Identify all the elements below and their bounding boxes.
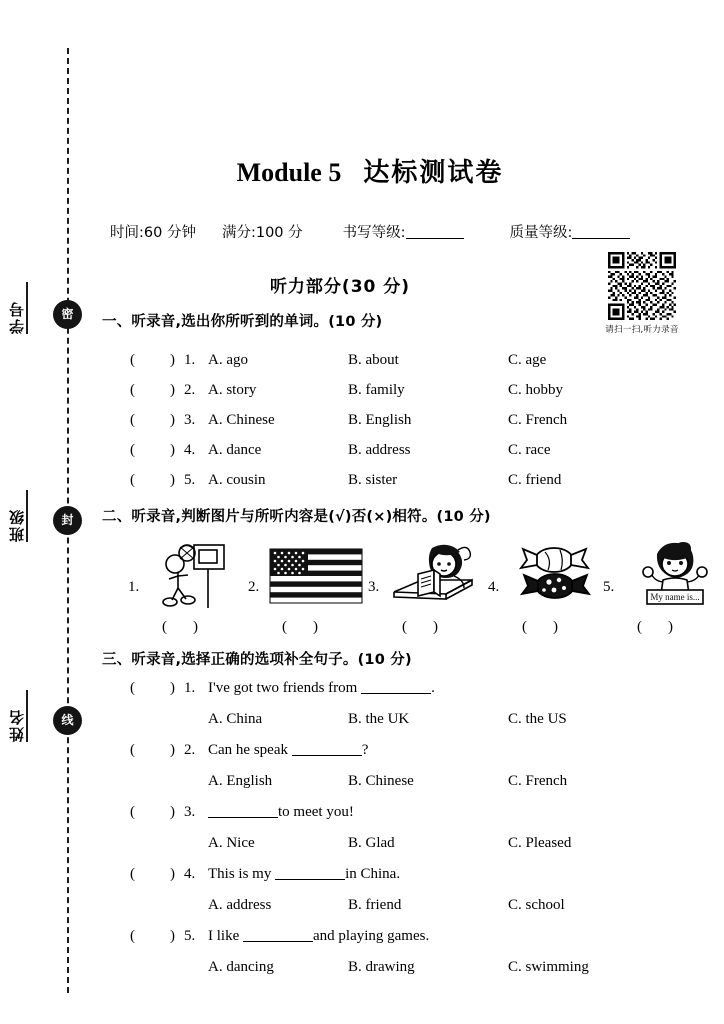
listening-section-banner: 听力部分(30 分) bbox=[269, 277, 411, 297]
option-row[interactable] bbox=[90, 711, 710, 741]
stem-after: to meet you! bbox=[278, 804, 354, 820]
option-c[interactable]: C. French bbox=[508, 773, 568, 789]
option-c[interactable]: C. hobby bbox=[508, 382, 564, 398]
section-3-heading: 三、听录音,选择正确的选项补全句子。(10 分) bbox=[102, 652, 412, 668]
question-number: 2. bbox=[184, 382, 196, 398]
picture-number: 4. bbox=[488, 579, 500, 595]
question-row[interactable]: ( ) 5. A. cousin B. sister C. friend bbox=[130, 472, 562, 488]
question-stem bbox=[208, 680, 435, 697]
page-title bbox=[90, 152, 650, 189]
option-row[interactable] bbox=[90, 959, 710, 989]
question-number: 5. bbox=[184, 928, 196, 944]
stem-before: This is my bbox=[208, 866, 276, 882]
option-a[interactable]: A. dancing bbox=[208, 959, 274, 975]
fill-in-blank[interactable] bbox=[208, 817, 278, 818]
question-stem-row[interactable]: ( ) 3. to meet you! bbox=[130, 804, 354, 820]
question-stem bbox=[208, 742, 368, 759]
option-b[interactable]: B. English bbox=[348, 412, 412, 428]
question-row[interactable]: ( ) 2. A. story B. family C. hobby bbox=[130, 382, 564, 398]
option-a[interactable]: A. Chinese bbox=[208, 412, 275, 428]
option-b[interactable]: B. about bbox=[348, 352, 399, 368]
question-stem-row[interactable]: ( ) 4. This is my in China. bbox=[130, 866, 401, 882]
page-title-module: Module 5 bbox=[236, 158, 342, 187]
seal-badge-mi: 密 bbox=[53, 300, 82, 329]
option-b[interactable]: B. drawing bbox=[348, 959, 415, 975]
option-row[interactable] bbox=[90, 897, 710, 927]
picture-item bbox=[248, 540, 366, 638]
seal-rule-name bbox=[26, 690, 28, 742]
question-stem-row[interactable]: ( ) 5. I like and playing games. bbox=[130, 928, 430, 944]
question-row[interactable]: ( ) 3. A. Chinese B. English C. French bbox=[130, 412, 568, 428]
qr-caption: 请扫一扫,听力录音 bbox=[605, 325, 679, 335]
option-c[interactable]: C. swimming bbox=[508, 959, 589, 975]
option-b[interactable]: B. address bbox=[348, 442, 411, 458]
basketball-player-picture bbox=[148, 540, 244, 612]
option-a[interactable]: A. story bbox=[208, 382, 257, 398]
option-a[interactable]: A. ago bbox=[208, 352, 248, 368]
option-c[interactable]: C. French bbox=[508, 412, 568, 428]
question-stem bbox=[208, 866, 400, 883]
question-number: 1. bbox=[184, 680, 196, 696]
option-a[interactable]: A. address bbox=[208, 897, 272, 913]
picture-item bbox=[128, 540, 246, 638]
question-number: 1. bbox=[184, 352, 196, 368]
answer-bracket[interactable]: () bbox=[637, 619, 699, 635]
stem-after: and playing games. bbox=[313, 928, 430, 944]
seal-rule-student-id bbox=[26, 282, 28, 334]
picture-number: 2. bbox=[248, 579, 260, 595]
fill-in-blank[interactable] bbox=[292, 755, 362, 756]
stem-before: I've got two friends from bbox=[208, 680, 362, 696]
question-number: 3. bbox=[184, 804, 196, 820]
question-stem bbox=[208, 804, 354, 821]
stem-before: Can he speak bbox=[208, 742, 292, 758]
option-a[interactable]: A. English bbox=[208, 773, 273, 789]
option-b[interactable]: B. Glad bbox=[348, 835, 395, 851]
seal-badge-xian: 线 bbox=[53, 706, 82, 735]
question-row[interactable]: ( ) 4. A. dance B. address C. race bbox=[130, 442, 551, 458]
candies-picture bbox=[508, 540, 604, 612]
section-1-heading: 一、听录音,选出你所听到的单词。(10 分) bbox=[102, 314, 383, 330]
option-a[interactable]: A. Nice bbox=[208, 835, 255, 851]
answer-bracket[interactable]: () bbox=[522, 619, 584, 635]
fill-in-blank[interactable] bbox=[361, 693, 431, 694]
picture-item bbox=[368, 540, 486, 638]
picture-number: 3. bbox=[368, 579, 380, 595]
stem-before: I like bbox=[208, 928, 243, 944]
seal-rule-class bbox=[26, 490, 28, 542]
answer-bracket[interactable]: () bbox=[162, 619, 224, 635]
option-a[interactable]: A. dance bbox=[208, 442, 262, 458]
qr-code-icon[interactable] bbox=[608, 252, 676, 320]
question-stem-row[interactable]: ( ) 1. I've got two friends from . bbox=[130, 680, 435, 696]
seal-label-name: 姓名 bbox=[8, 708, 26, 742]
picture-number: 5. bbox=[603, 579, 615, 595]
picture-number: 1. bbox=[128, 579, 140, 595]
writing-grade-label: 书写等级: bbox=[342, 225, 406, 241]
quality-grade-label: 质量等级: bbox=[509, 225, 573, 241]
exam-paper-sheet bbox=[90, 0, 724, 1024]
seal-label-student-id: 学号 bbox=[8, 300, 26, 334]
option-c[interactable]: C. age bbox=[508, 352, 547, 368]
listening-audio-qr-block[interactable] bbox=[587, 252, 697, 335]
option-a[interactable]: A. China bbox=[208, 711, 263, 727]
option-b[interactable]: B. sister bbox=[348, 472, 398, 488]
question-row[interactable]: ( ) 1. A. ago B. about C. age bbox=[130, 352, 547, 368]
option-c[interactable]: C. race bbox=[508, 442, 551, 458]
name-sign-text: My name is... bbox=[650, 592, 700, 602]
option-b[interactable]: B. friend bbox=[348, 897, 402, 913]
answer-bracket[interactable]: () bbox=[282, 619, 344, 635]
seal-label-class: 班级 bbox=[8, 508, 26, 542]
option-c[interactable]: C. school bbox=[508, 897, 565, 913]
girl-name-sign-picture bbox=[623, 540, 719, 612]
option-c[interactable]: C. the US bbox=[508, 711, 567, 727]
total-score-label: 满分:100 分 bbox=[221, 225, 303, 241]
girl-reading-picture bbox=[388, 540, 484, 612]
option-row[interactable] bbox=[90, 773, 710, 803]
option-b[interactable]: B. the UK bbox=[348, 711, 410, 727]
option-b[interactable]: B. family bbox=[348, 382, 405, 398]
option-b[interactable]: B. Chinese bbox=[348, 773, 414, 789]
stem-after: in China. bbox=[345, 866, 401, 882]
option-a[interactable]: A. cousin bbox=[208, 472, 266, 488]
picture-item bbox=[603, 540, 721, 638]
page-title-chinese: 达标测试卷 bbox=[363, 158, 504, 188]
question-stem bbox=[208, 928, 429, 945]
time-limit-label: 时间:60 分钟 bbox=[110, 225, 196, 241]
exam-meta-row bbox=[110, 221, 720, 242]
answer-bracket[interactable]: () bbox=[402, 619, 464, 635]
option-row[interactable] bbox=[90, 835, 710, 865]
stem-after: ? bbox=[361, 742, 369, 758]
picture-judgement-row bbox=[98, 540, 718, 638]
fill-in-blank[interactable] bbox=[243, 941, 313, 942]
question-number: 4. bbox=[184, 442, 196, 458]
option-c[interactable]: C. friend bbox=[508, 472, 562, 488]
seal-margin bbox=[0, 0, 72, 1024]
section-2-heading: 二、听录音,判断图片与所听内容是(√)否(×)相符。(10 分) bbox=[102, 509, 491, 525]
question-number: 5. bbox=[184, 472, 196, 488]
question-number: 4. bbox=[184, 866, 196, 882]
fill-in-blank[interactable] bbox=[275, 879, 345, 880]
seal-badge-feng: 封 bbox=[53, 506, 82, 535]
question-number: 2. bbox=[184, 742, 196, 758]
stem-after: . bbox=[431, 680, 435, 696]
option-c[interactable]: C. Pleased bbox=[508, 835, 572, 851]
writing-grade-blank[interactable] bbox=[406, 238, 464, 239]
quality-grade-blank[interactable] bbox=[572, 238, 630, 239]
us-flag-picture bbox=[268, 540, 364, 612]
question-stem-row[interactable]: ( ) 2. Can he speak ? bbox=[130, 742, 369, 758]
question-number: 3. bbox=[184, 412, 196, 428]
picture-item bbox=[488, 540, 606, 638]
